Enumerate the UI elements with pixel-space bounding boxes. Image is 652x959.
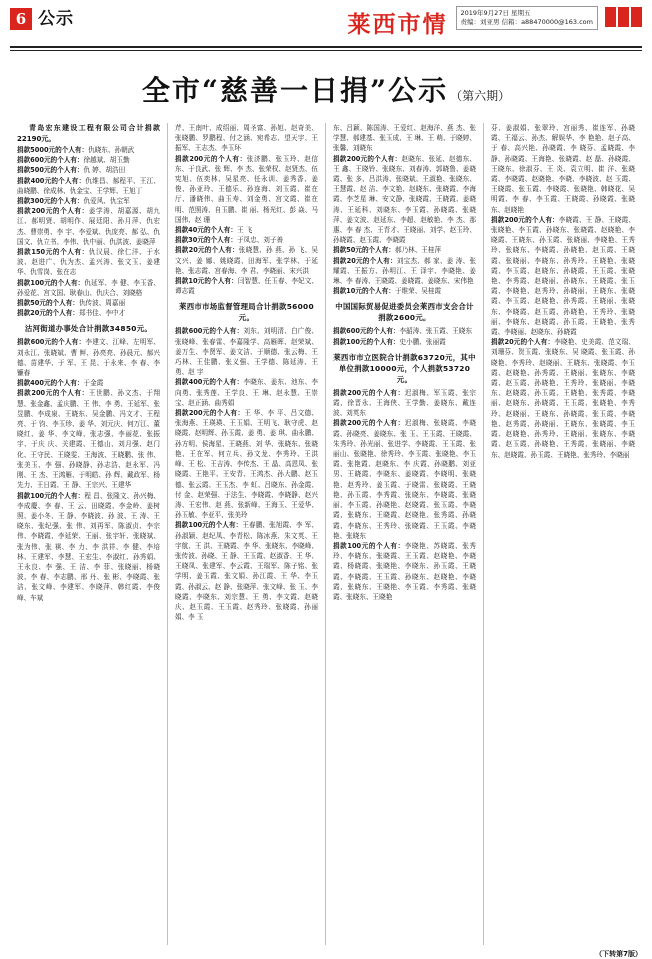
article-column (326, 123, 484, 945)
donation-amount-label: 捐款20元的个人有： (175, 246, 239, 255)
donor-names: 李建文、江峰、左明军、刘永江、张晓斌、曹 鲆、孙亮亮、孙晨元、郝兴德、苗建华、于 军、王 昆、于永来、李 春、李镰春 (17, 338, 161, 378)
donation-amount-label: 捐款10元的个人有： (333, 287, 395, 296)
donation-block (333, 123, 476, 296)
donation-amount-label: 捐款100元的个人有： (333, 541, 405, 550)
donor-entry (17, 491, 160, 603)
article-column (10, 123, 168, 945)
donation-amount-label: 捐款200元的个人有： (175, 154, 247, 163)
donation-amount-label: 捐款50元的个人有： (333, 246, 395, 255)
donor-entry (491, 123, 635, 215)
donation-amount-label: 捐款600元的个人有： (17, 338, 86, 347)
decorative-red-blocks (603, 7, 642, 27)
donor-entry (175, 225, 318, 235)
masthead-right (456, 6, 643, 30)
donor-entry (17, 145, 160, 155)
donor-entry (175, 235, 318, 245)
donor-entry (17, 247, 160, 278)
donation-amount-label: 捐款200元的个人有： (17, 207, 89, 216)
donor-names: 李晓东、姜东、池东、李向勇、张秀莲、王学良、王 琳、赵永慧、王崇宝、赵正涵、曲秀娟 (175, 378, 319, 407)
donor-entry (17, 206, 160, 247)
donor-names: 仇汉晨、徐仁洋、于水波、赵进广、仇为杰、孟兴涛、张文玉、姜建华、仇雪岗、张在志 (17, 248, 161, 277)
page-title: 全市“慈善一日捐”公示 (141, 74, 449, 107)
donation-amount-label: 捐款20元的个人有： (491, 338, 555, 347)
donation-amount-label: 捐款200元的个人有： (175, 409, 245, 418)
donor-names: 郝乃林、王桂萍 (394, 246, 442, 255)
donor-names: 郑书佳、李中才 (78, 309, 126, 318)
donor-names: 仇延军、李 健、李玉香、孙爱花、宫文国、耿春山、仇庆合、刘晓格 (17, 278, 160, 297)
donation-amount-label: 捐款200元的个人有： (491, 215, 559, 224)
organization-lead: 青岛宏东建设工程有限公司合计捐款22190元。 (17, 124, 160, 143)
donation-amount-label: 捐款40元的个人有： (175, 226, 237, 235)
donation-amount-label: 捐款20元的个人有： (333, 256, 397, 265)
donor-names: 王春鹏、张旭霞、李 军、孙淑颖、赵纪凤、李青松、陈冰燕、朱文英、王宇航、王 洪、王晓霞、李 华、张晓东、李晓峰、张传波、孙晓、王 静、王玉霞、赵淑香、王 华、王晓凤、张建军、李云霞、王瑞军、陈子铭、张学明、姜玉霞、张文娟、孙江霞、王 华、李玉霞、孙淑云、赵 静、张晓萍、张文峰、张 玉、李晓霞、李晓东、刘宗慧、王 勇、李文霞、赵晓庆、赵玉霞、王玉霞、赵秀玲、张晓霞、孙丽娟、李 玉 (175, 521, 318, 622)
donation-amount-label: 捐款500元的个人有： (17, 166, 84, 175)
donor-entry (333, 154, 476, 246)
donation-block (17, 323, 160, 602)
donor-names: 李晓艳、史美霞、范文瑞、刘珊芬、贺玉霞、张晓东、吴 晓霞、张玉霞、孙晓艳、李秀玲、赵晓丽、王晓东、张晓霞、李玉霞、赵晓艳、孙秀霞、王晓丽、张晓东、李晓霞、赵玉霞、孙晓艳、王秀玲、张晓丽、李晓东、赵晓霞、孙玉霞、王晓艳、张秀霞、李晓丽、赵晓东、孙晓霞、王玉霞、张晓艳、李秀玲、赵晓丽、王晓东、孙晓霞、张玉霞、李晓艳、赵秀霞、孙晓丽、王晓东、张晓霞、李玉霞、赵晓艳、孙秀玲、王晓丽、张晓东、李晓霞、赵玉霞、孙晓艳、王秀霞、张晓丽、李晓东、赵晓霞、孙玉霞、王晓艳、张秀玲、李晓丽 (491, 338, 635, 459)
donor-names: 王 华、李 平、吕文德、张海燕、王瑛瑛、王玉娟、王明飞、耿守虎、赵晓霞、赵明辉、孙玉霞、姜 勇、姜 琪、曲永鹏、孙方明、侯海星、王晓燕、刘 华、张晓东、张晓艳、王在军、何立兵、孙文龙、李秀玲、王洪峰、王 松、王吉涛、李传杰、王 晶、高恩凤、张晓霞、王艳平、王安青、王鸿杰、孙大鹏、赵玉德、张云霞、王玉杰、李 虹、吕晓东、孙金霞、付 金、赵荣强、于法生、李晓霞、李晓静、赵兴涛、王宏伟、赵 燕、张新峰、王海玉、王爱华、孙玉敏、李亚平、张美玲 (175, 409, 318, 520)
donor-entry (175, 154, 318, 225)
paper-nameplate: 莱西市情 (347, 11, 448, 38)
donor-names: 李晓霞、王 静、王晓霞、张晓艳、李玉霞、孙晓东、张晓霞、赵晓艳、李晓霞、王晓东、孙玉霞、张晓丽、李晓艳、王秀玲、张晓东、李晓霞、孙晓艳、赵玉霞、王晓霞、张晓丽、李晓东、孙秀玲、王晓艳、张晓霞、李玉霞、赵晓东、孙晓霞、王玉霞、张晓艳、李秀霞、赵晓丽、孙晓东、王晓霞、张玉霞、李晓艳、赵秀玲、孙晓丽、王晓东、张晓霞、李玉霞、赵晓艳、孙秀霞、王晓丽、张晓东、李晓霞、赵玉霞、孙晓艳、王秀玲、张晓丽、李晓东、赵晓霞、孙玉霞、王晓艳、张秀霞、李晓丽、赵晓东、孙晓霞 (491, 215, 635, 337)
donor-entry (175, 276, 318, 296)
donation-block (491, 123, 635, 460)
donor-entry (17, 337, 160, 378)
donor-entry (175, 123, 318, 154)
donation-block (175, 301, 318, 622)
donor-names: 芹、王南叶、成绍丽、周圣富、孙旭、赵奇美、张晓鹏、罗鹏程、付之涵、宛希志、望天宇、王振军、王志杰、李玉环 (175, 124, 318, 153)
article-column (484, 123, 642, 945)
continued-note: （下转第7版） (595, 950, 642, 958)
donor-entry (333, 326, 476, 336)
page-title-issue: （第六期） (450, 89, 511, 103)
section-title: 公示 (38, 9, 74, 29)
organization-heading: 莱西市市立医院合计捐款63720元，其中单位捐款10000元，个人捐款53720元。 (333, 352, 476, 384)
donor-entry (333, 123, 476, 154)
donation-amount-label: 捐款200元的个人有： (333, 154, 402, 163)
donor-names: 迟淑梅、张晓霞、李晓霞、孙晓亮、姜晓东、张 玉、王玉霞、王晓霞、朱秀玲、孙光丽、张进学、李晓霞、王玉霞、张丽山、张晓艳、徐秀玲、李玉霞、张晓艳、李玉霞、张艳霞、赵晓东、李 庆霞、孙晓鹏、刘亚男、王晓霞、李晓东、姜晓霞、李晓明、张晓艳、赵秀玲、姜玉霞、于晓雷、张晓霞、王晓艳、孙玉霞、李秀霞、张晓东、李晓霞、张晓丽、李玉霞、孙晓艳、赵晓霞、张玉霞、李晓霞、张晓东、王晓霞、赵晓艳、张秀霞、孙晓霞、李晓东、王秀玲、张晓霞、王玉霞、李晓艳、张晓东 (333, 419, 477, 540)
donor-entry (333, 541, 476, 602)
donor-entry (333, 286, 476, 296)
donation-amount-label: 捐款50元的个人有： (17, 299, 79, 308)
donor-entry (333, 245, 476, 255)
article-columns (10, 123, 642, 945)
donor-names: 迟淑梅、军玉霞、张宗霞、徐晋永、王海侠、王学勤、姜晓东、戴连波、刘英东 (333, 388, 477, 418)
donor-names: 姜学涛、胡嘉源、胡九江、郝明贤、胡明作、展廷阳、孙月萍、仇宏杰、曹崇勇、李 宇、李爱斌、仇庞亮、郝 弘、仇国文、仇立书、李伟、仇中丽、仇洪波、姜晓萍 (17, 207, 161, 246)
donor-entry (17, 388, 160, 490)
organization-heading: 中国国际贸易促进委员会莱西市支会合计捐款2600元。 (335, 302, 474, 323)
article-column (168, 123, 326, 945)
issue-date: 2019年9月27日 星期五 (460, 9, 531, 17)
donation-amount-label: 捐款100元的个人有： (333, 337, 400, 346)
donor-entry (175, 326, 318, 377)
donation-amount-label: 捐款600元的个人有： (17, 156, 84, 165)
donation-block (17, 123, 160, 318)
page-number-badge: 6 (10, 8, 32, 30)
donor-entry (17, 278, 160, 298)
donor-names: 闫智慧、任玉春、李妃文、谭志霞 (175, 277, 319, 296)
donor-names: 东、吕颖、陈国涛、王爱红、赵海洋、燕 杰、张学慧、郝建基、张玉成、王 琳、王 萌、于晓婷、张馨、刘晓东 (333, 124, 476, 153)
donor-names: 仇维昌、郝程平、王江、曲晓鹏、徐成林、仇金宝、王学辉、王旭丁 (17, 176, 161, 195)
donation-amount-label: 捐款5000元的个人有： (17, 146, 89, 154)
donor-names: 刘宝杰、郝 家、姜 涛、张 耀霞、王振方、孙明江、王 泽宇、李晓艳、姜 琳、李 春涛、王晓霞、姜晓霞、姜晓东、宋伟艳 (333, 256, 476, 286)
donation-amount-label: 捐款400元的个人有： (175, 378, 244, 387)
donation-amount-label: 捐款100元的个人有： (175, 521, 243, 530)
donation-amount-label: 捐款200元的个人有： (17, 389, 89, 398)
donor-names: 仇晓东、孙朝武 (88, 146, 135, 154)
donor-entry (491, 215, 635, 337)
donor-names: 芬、姜淑娟、张翠玲、宫丽秀、崔连军、孙晓霞、王福云、孙杰、解娱华、李 艳艳、赵子高、于 春、高兴艳、孙晓霞、李 晓芬、孟晓霞、李 静、孙晓霞、王海艳、张晓霞、赵 磊、孙晓霞、王晓东、徐淑芬、王 炎、袁立明、崔 洋、张晓霞、李晓霞、赵晓艳、李晓、李晓波、赵 玉霞、王晓霞、张玉霞、李晓霞、张晓艳、韩晓花、吴明霞、李 春、李玉霞、王晓霞、孙晓霞、张晓东、赵晓艳 (491, 124, 635, 214)
donor-names: 史小鹏、张丽霞 (399, 337, 446, 346)
donation-amount-label: 捐款10元的个人有： (175, 277, 238, 286)
donor-entry (333, 418, 476, 540)
donation-amount-label: 捐款200元的个人有： (333, 419, 405, 428)
donation-amount-label: 捐款100元的个人有： (17, 278, 85, 287)
donor-entry (175, 377, 318, 408)
masthead-rule-thick (10, 46, 642, 48)
donor-names: 李韶涛、张玉霞、王晓东 (399, 327, 473, 336)
donation-amount-label: 捐款100元的个人有： (17, 491, 85, 500)
masthead (10, 6, 642, 44)
donation-block (333, 301, 476, 346)
donation-amount-label: 捐款600元的个人有： (175, 327, 244, 336)
organization-heading: 莱西市市场监督管理局合计捐款56000元。 (179, 302, 314, 323)
donation-amount-label: 捐款400元的个人有： (17, 176, 86, 185)
donor-names: 仇 婷、胡浩田 (83, 166, 126, 175)
issue-meta (456, 6, 599, 30)
donor-entry (17, 176, 160, 196)
donor-names: 于凤忠、刘子善 (236, 236, 284, 245)
donor-entry (333, 337, 476, 347)
donor-names: 于维荣、吴桂霞 (394, 287, 442, 296)
donor-names: 李晓艳、苏晓霞、张秀玲、李晓东、张晓霞、王玉霞、赵晓艳、李晓霞、杨晓霞、张晓艳、李晓东、孙玉霞、王晓霞、李晓霞、王玉霞、孙晓东、赵晓艳、李晓霞、张晓东、王晓艳、李玉霞、李秀霞、张晓霞、张晓东、王晓艳 (333, 541, 477, 601)
donation-amount-label: 捐款600元的个人有： (333, 327, 400, 336)
donation-amount-label: 捐款150元的个人有： (17, 248, 89, 257)
donor-names: 张晓慧、孙 燕、孙 飞、吴文兴、姜 娜、姚晓霞、田海军、张学林、于延艳、张志霞、宫春海、李 君、李晓丽、宋兴洪 (175, 246, 318, 275)
donor-names: 王 飞 (236, 226, 253, 235)
donor-entry (17, 308, 160, 318)
donor-entry (17, 155, 160, 165)
masthead-rule-thin (10, 50, 642, 51)
donor-names: 刘东、刘明清、白广俊、张晓峰、张春雷、李嘉隆学、高雁晖、赵荣斌、姜万生、李贤军、姜文洁、于顺德、张云梅、王巧林、王佳鹏、张义强、王学德、陈延涛、王 勇、赵 宇 (175, 327, 319, 377)
donor-entry (17, 378, 160, 388)
donor-names: 张济鹏、张玉玲、赵信东、于良武、张 辉、李 杰、张荣权、赵贤杰、伍宪旭、伍奕林、吴星亮、任永训、姜秀香、姜 俊、孙亚玲、王德乐、孙连海、刘玉霞、崔在厅、潘晓伟、曲玉寿、刘金勇、宫文霞、崔在明、范照涛、自玉鹏、崔 丽、杨光红、彭 焱、马国伟、赵 珊 (175, 154, 319, 224)
headline-area (10, 69, 642, 109)
donor-entry (17, 298, 160, 308)
donor-entry (175, 520, 318, 622)
donor-entry (175, 245, 318, 276)
donation-block (333, 352, 476, 602)
donation-amount-label: 捐款200元的个人有： (333, 388, 405, 397)
donation-amount-label: 捐款400元的个人有： (17, 379, 84, 388)
donor-entry (333, 256, 476, 287)
donor-names: 仇传波、周嘉丽 (78, 299, 126, 308)
donor-names: 程 昌、张隆文、孙兴梅、李成慶、李 春、王 云、田晓霞、李金岭、姜树照、姜小冬、王 静、李晓波、孙 波、王 涛、王晓东、张纪强、张 伟、刘再军、陈淑贞、李宗伟、李晓霞、李延荣、王丽、张宇轩、张晓斌、张为伟、张 祺、李 力、李 洪祥、李 健、李培林、王建军、李慧、王宏生、李淑红、孙秀娟、王永良、李 强、王 洁、李 菲、张晓丽、杨晓波、李 春、李志鹏、邢 丹、张 彬、李晓霞、张 洁、张文峰、李建军、李晓萍、韩红霞、李俊峰、车斌 (17, 491, 160, 602)
organization-heading: 沽河街道办事处合计捐款34850元。 (24, 324, 153, 334)
donation-amount-label: 捐款30元的个人有： (175, 236, 237, 245)
donor-entry (333, 388, 476, 419)
donor-entry (491, 337, 635, 459)
donation-amount-label: 捐款300元的个人有： (17, 197, 84, 206)
donor-names: 仇爱风、仇宝军 (83, 197, 130, 206)
donor-names: 徐越斌、胡玉勤 (83, 156, 130, 165)
donor-entry (17, 165, 160, 175)
donor-entry (17, 196, 160, 206)
donation-block (175, 123, 318, 296)
donor-names: 王世鹏、孙文杰、于翔慧、张金鑫、孟庆鹏、王 伟、李 勇、王延军、张昱鹏、李成泉、王晓东、吴金鹏、冯文才、王程亮、于 钧、李玉珍、姜 华、刘元庆、何万江、董晓红、姜 华、李文峰、张志强、李丽花、张振宇、于庆 庆、关建霞、王德山、刘月强、赵门化、王守民、王晓雯、王海波、王晓鹏、张 伟、张美玉、李 强、孙晓静、孙志浩、赵永军、冯 刚、王 杰、王鸿雁、于明皓、孙 辉、戴政军、杨先力、王日霞、王 静、王宗兴、王建华 (17, 389, 161, 490)
donation-amount-label: 捐款20元的个人有： (17, 309, 79, 318)
donor-names: 赵晓东、张延、赵德东、王 鑫、王晓铃、张晓东、刘春涛、郭晓鲁、姜晓霞、张 多、吕洪涛、张晓斌、王淑艳、张晓东、王慧霞、赵 洁、李文艳、赵晓东、张晓霞、李海霞、李芝星 琳、安文静、张晓霞、王晓霞、姜晓涛、王延科、刘晓东、李玉霞、孙晓霞、张晓萍、姜文波、赵延东、李超、赵敏艳、李 杰、那 惠、李 春 杰、王青才、王晓丽、刘学、赵玉玲、孙晓霞、赵玉霞、李晓霞 (333, 154, 477, 245)
issue-editor: 责编：刘亚男 信箱：a88470000@163.com (460, 18, 593, 26)
donor-entry (175, 408, 318, 520)
donor-names: 于金霞 (83, 379, 104, 388)
